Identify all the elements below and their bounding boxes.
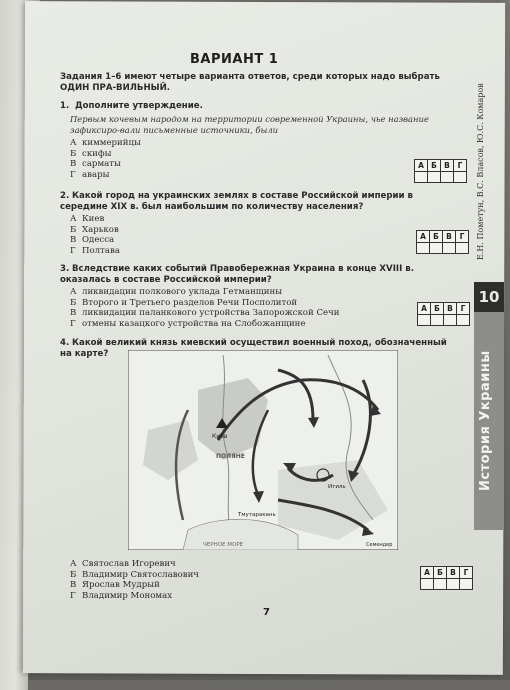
option-d[interactable]: Г Полтава (70, 245, 120, 256)
answer-grid-4: А Б В Г (420, 566, 473, 579)
option-d[interactable]: Г Владимир Мономах (70, 590, 173, 601)
map-label-tmutarakan: Тмутаракань (238, 512, 276, 518)
campaign-map (128, 350, 398, 550)
question-text: Какой город на украинских землях в составе Российской империи в середине XIX в. был наибольшим по количеству населения? (60, 191, 413, 212)
option-b[interactable]: Б Второго и Третьего разделов Речи Посполитой (70, 297, 298, 308)
map-label-black-sea: ЧЕРНОЕ МОРЕ (203, 542, 244, 548)
option-b[interactable]: Б скифы (70, 148, 112, 159)
answer-cells-4[interactable] (420, 579, 473, 590)
instructions-text: Задания 1–6 имеют четыре варианта ответов, среди которых надо выбрать ОДИН ПРА-ВИЛЬНЫЙ. (60, 72, 440, 93)
option-a[interactable]: А ликвидации полкового уклада Гетманщины (70, 287, 283, 297)
answer-cells-3[interactable] (417, 315, 470, 326)
question-2-options (70, 214, 120, 256)
question-number: 4. (60, 338, 70, 348)
answer-cells-2[interactable] (416, 243, 469, 254)
answer-cells-1[interactable] (414, 172, 467, 183)
option-c[interactable]: В Одесса (70, 235, 115, 246)
option-a[interactable]: А киммерийцы (70, 138, 141, 148)
option-b[interactable]: Б Владимир Святославович (70, 569, 199, 580)
question-text: Вследствие каких событий Правобережная Украина в конце XVIII в. оказалась в составе Российской империи? (60, 264, 414, 285)
page-number: 7 (263, 607, 270, 618)
option-d[interactable]: Г авары (70, 169, 110, 180)
question-2 (60, 191, 460, 213)
map-label-itil: Итиль (328, 484, 346, 490)
answer-grid-1: А Б В Г (414, 159, 467, 172)
map-label-semender: Семендер (366, 542, 393, 548)
spine-subject: История Украины (478, 350, 493, 492)
question-3-options (70, 287, 340, 329)
option-c[interactable]: В ликвидации паланкового устройства Запорожской Сечи (70, 308, 340, 319)
answer-grid-3: А Б В Г (417, 302, 470, 315)
question-text: Дополните утверждение. (75, 101, 203, 111)
option-d[interactable]: Г отмены казацкого устройства на Слобожанщине (70, 318, 306, 329)
option-b[interactable]: Б Харьков (70, 224, 119, 235)
question-1-statement: Первым кочевым народом на территории современной Украины, чье название зафиксиро-вали письменные источники, были (70, 114, 429, 135)
option-a[interactable]: А Киев (70, 214, 105, 224)
option-c[interactable]: В сарматы (70, 159, 121, 170)
question-1-options (70, 138, 141, 180)
map-label-kiev: Киев (212, 433, 228, 440)
question-text: Какой великий князь киевский осуществил военный поход, обозначенный на карте? (60, 338, 447, 359)
question-4-options (70, 559, 199, 601)
option-c[interactable]: В Ярослав Мудрый (70, 580, 160, 591)
answer-grid-2: А Б В Г (416, 230, 469, 243)
map-label-polyane: ПОЛЯНЕ (216, 453, 245, 460)
question-number: 2. (60, 191, 70, 201)
spine-authors: Е.Н. Пометун, В.С. Власов, Ю.С. Комаров (476, 83, 485, 260)
question-number: 3. (60, 264, 70, 274)
question-number: 1. (60, 101, 70, 111)
option-a[interactable]: А Святослав Игоревич (70, 559, 176, 569)
question-1 (60, 101, 203, 112)
spine-grade: 10 (474, 282, 504, 312)
variant-title: ВАРИАНТ 1 (190, 52, 279, 67)
question-3 (60, 264, 460, 286)
